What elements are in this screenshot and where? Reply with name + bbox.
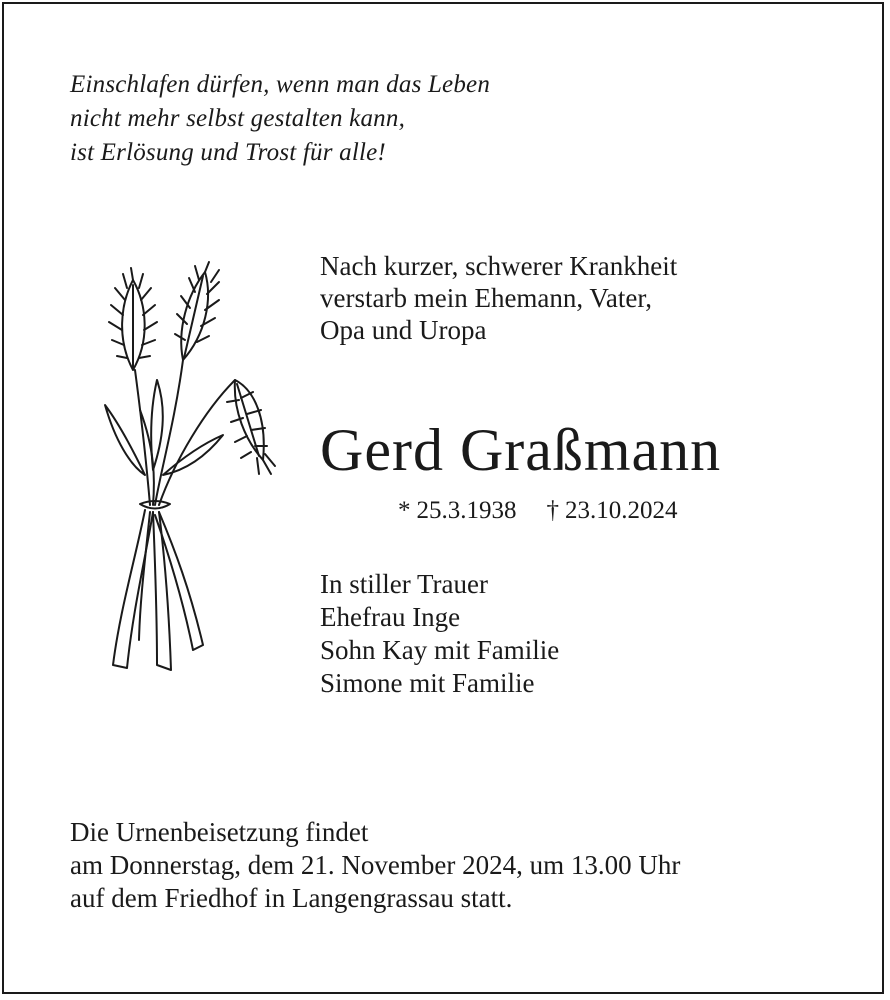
motto-quote bbox=[70, 68, 490, 170]
mourners-list bbox=[320, 568, 559, 700]
ceremony-line: am Donnerstag, dem 21. November 2024, um 13.00 Uhr bbox=[70, 850, 681, 880]
motto-line: Einschlafen dürfen, wenn man das Leben bbox=[70, 71, 491, 98]
mourner-line: Ehefrau Inge bbox=[320, 602, 461, 632]
intro-line: Nach kurzer, schwerer Krankheit bbox=[320, 251, 678, 281]
intro-text bbox=[320, 250, 677, 346]
birth-date: 25.3.1938 bbox=[416, 497, 517, 524]
life-dates bbox=[398, 495, 678, 527]
intro-line: verstarb mein Ehemann, Vater, bbox=[320, 283, 653, 313]
mourner-line: In stiller Trauer bbox=[320, 569, 488, 599]
motto-line: ist Erlösung und Trost für alle! bbox=[70, 139, 386, 166]
ceremony-notice bbox=[70, 816, 680, 915]
death-symbol: † bbox=[546, 497, 559, 524]
motto-line: nicht mehr selbst gestalten kann, bbox=[70, 105, 406, 132]
mourner-line: Simone mit Familie bbox=[320, 668, 535, 698]
mourner-line: Sohn Kay mit Familie bbox=[320, 635, 560, 665]
birth-symbol: * bbox=[398, 497, 411, 524]
wheat-bundle-icon bbox=[95, 260, 295, 680]
intro-line: Opa und Uropa bbox=[320, 315, 487, 345]
deceased-name: Gerd Graßmann bbox=[320, 417, 722, 483]
ceremony-line: Die Urnenbeisetzung findet bbox=[70, 817, 369, 847]
ceremony-line: auf dem Friedhof in Langengrassau statt. bbox=[70, 883, 513, 913]
death-date: 23.10.2024 bbox=[565, 497, 678, 524]
